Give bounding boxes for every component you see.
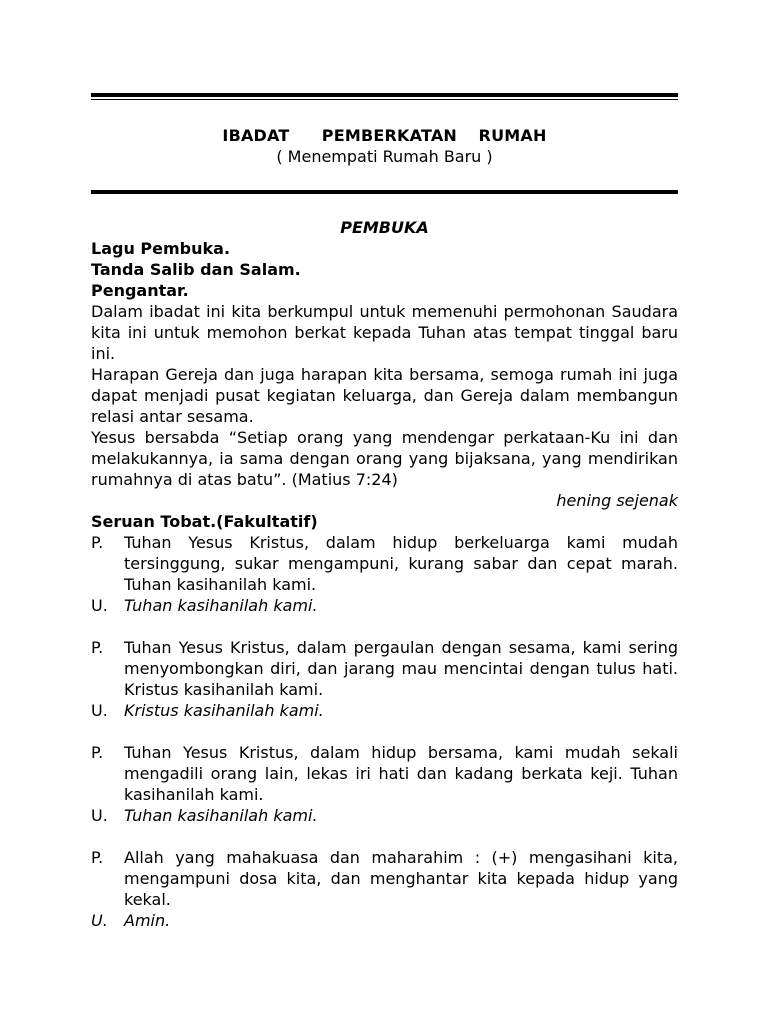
spacer — [91, 616, 678, 637]
seruan-1-people — [91, 595, 678, 616]
spacer — [91, 826, 678, 847]
priest-label: P. — [91, 848, 104, 867]
heading-pengantar: Pengantar. — [91, 281, 189, 300]
priest-label: P. — [91, 533, 104, 552]
priest-text: Tuhan Yesus Kristus, dalam pergaulan dengan sesama, kami sering menyombongkan diri, dan jarang mau mencintai dengan tulus hati. Kristus kasihanilah kami. — [124, 638, 678, 699]
title-block — [91, 125, 678, 167]
top-rule-thick — [91, 93, 678, 97]
document-subtitle: ( Menempati Rumah Baru ) — [276, 147, 493, 166]
people-label: U. — [91, 911, 108, 930]
seruan-2-people — [91, 700, 678, 721]
top-rule-thin — [91, 99, 678, 100]
people-text: Kristus kasihanilah kami. — [124, 701, 324, 720]
priest-label: P. — [91, 638, 104, 657]
people-text: Tuhan kasihanilah kami. — [124, 806, 318, 825]
people-label: U. — [91, 596, 108, 615]
seruan-4-people — [91, 910, 678, 931]
people-text: Tuhan kasihanilah kami. — [124, 596, 318, 615]
document-page — [91, 93, 678, 931]
pengantar-paragraph-1: Dalam ibadat ini kita berkumpul untuk memenuhi permohonan Saudara kita ini untuk memohon berkat kepada Tuhan atas tempat tinggal baru ini. — [91, 302, 678, 363]
seruan-4-priest — [91, 847, 678, 910]
heading-tanda-salib: Tanda Salib dan Salam. — [91, 260, 301, 279]
priest-text: Tuhan Yesus Kristus, dalam hidup bersama, kami mudah sekali mengadili orang lain, lekas iri hati dan kadang berkata keji. Tuhan kasihanilah kami. — [124, 743, 678, 804]
priest-text: Allah yang mahakuasa dan maharahim : (+) mengasihani kita, mengampuni dosa kita, dan menghantar kita kepada hidup yang kekal. — [124, 848, 678, 909]
seruan-1-priest — [91, 532, 678, 595]
seruan-3-people — [91, 805, 678, 826]
seruan-2-priest — [91, 637, 678, 700]
title-bottom-rule — [91, 190, 678, 194]
pengantar-paragraph-3: Yesus bersabda “Setiap orang yang mendengar perkataan-Ku ini dan melakukannya, ia sama dengan orang yang bijaksana, yang mendirikan rumahnya di atas batu”. (Matius 7:24) — [91, 428, 678, 489]
spacer — [91, 721, 678, 742]
seruan-3-priest — [91, 742, 678, 805]
people-label: U. — [91, 701, 108, 720]
heading-seruan-tobat: Seruan Tobat.(Fakultatif) — [91, 512, 318, 531]
people-text: Amin. — [124, 911, 171, 930]
priest-text: Tuhan Yesus Kristus, dalam hidup berkeluarga kami mudah tersinggung, sukar mengampuni, kurang sabar dan cepat marah. Tuhan kasihanilah kami. — [124, 533, 678, 594]
people-label: U. — [91, 806, 108, 825]
document-title: IBADAT PEMBERKATAN RUMAH — [222, 126, 547, 145]
section-title: PEMBUKA — [340, 218, 429, 237]
hening-note: hening sejenak — [556, 491, 678, 510]
heading-lagu-pembuka: Lagu Pembuka. — [91, 239, 231, 258]
pengantar-paragraph-2: Harapan Gereja dan juga harapan kita bersama, semoga rumah ini juga dapat menjadi pusat kegiatan keluarga, dan Gereja dalam membangun relasi antar sesama. — [91, 365, 678, 426]
priest-label: P. — [91, 743, 104, 762]
